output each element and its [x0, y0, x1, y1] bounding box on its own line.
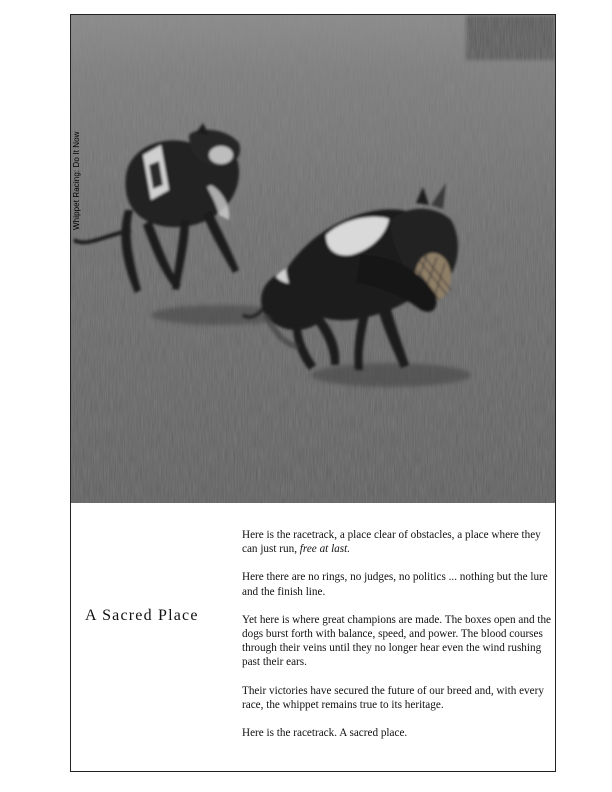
- paragraph-1-text: Here is the racetrack, a place clear of obstacles, a place where they can just run,: [242, 529, 541, 556]
- section-title: A Sacred Place: [85, 607, 199, 624]
- photo-illustration: [71, 15, 555, 503]
- paragraph-1-emphasis: free at last.: [299, 543, 351, 556]
- running-head: Whippet Racing: Do It Now: [72, 131, 81, 230]
- paragraph-2: Here there are no rings, no judges, no politics ... nothing but the lure and the finish line.: [242, 571, 548, 598]
- paragraph-4: Their victories have secured the future of our breed and, with every race, the whippet remains true to its heritage.: [242, 684, 544, 711]
- paragraph-3: Yet here is where great champions are made. The boxes open and the dogs burst forth with balance, speed, and power. The blood courses through their veins until they no longer hear even the wind rushing past their ears.: [242, 613, 552, 669]
- paragraph-1: [242, 528, 552, 556]
- body-text: [242, 528, 552, 754]
- paragraph-5: Here is the racetrack. A sacred place.: [242, 727, 408, 740]
- running-head-container: [72, 120, 84, 230]
- racing-whippets-photo: [71, 15, 555, 503]
